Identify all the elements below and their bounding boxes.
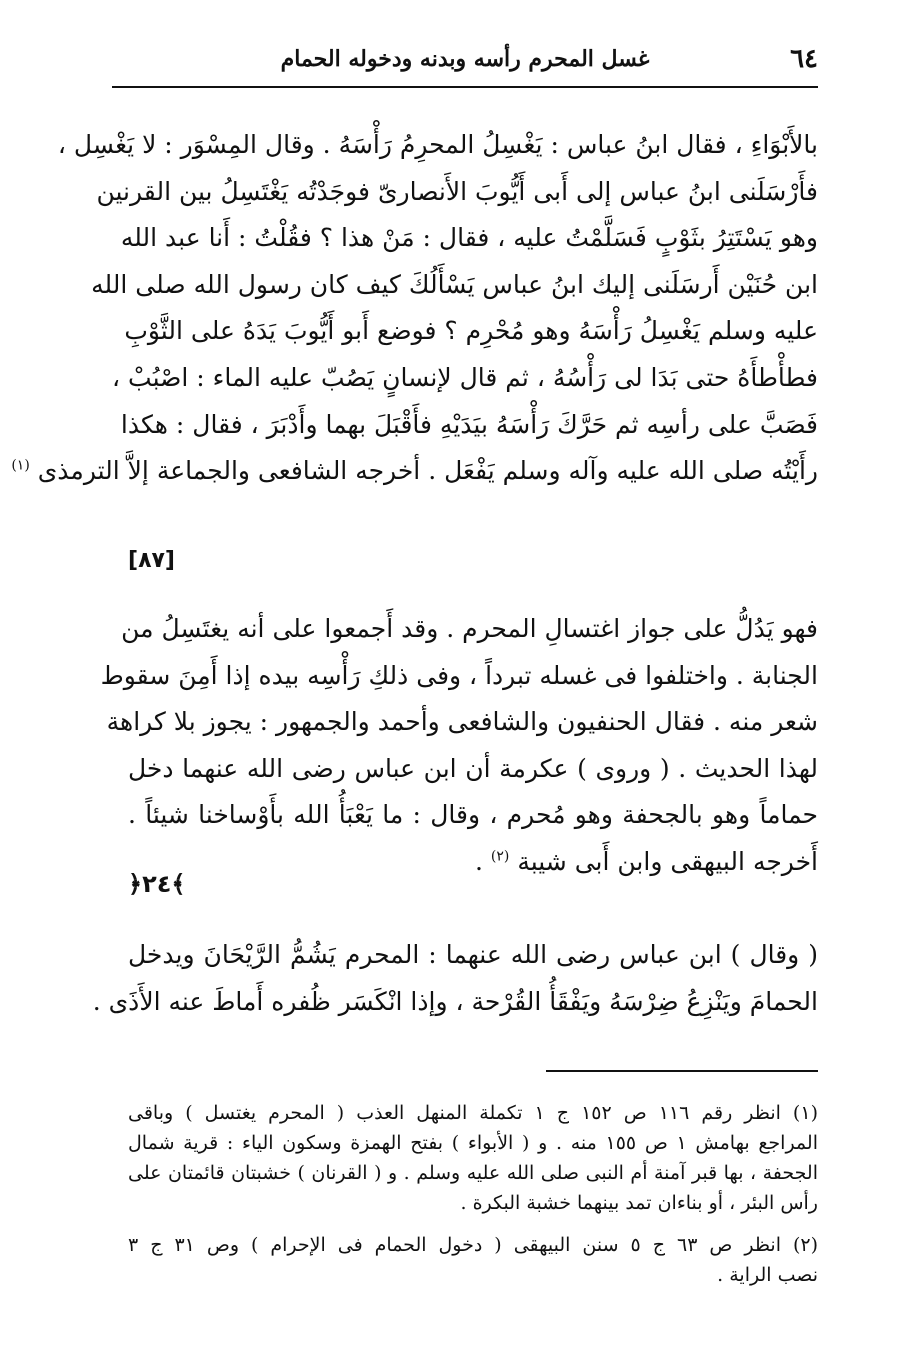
page-number: ٦٤: [790, 44, 818, 74]
page-marker-24: ﴿٢٤﴾: [128, 870, 186, 898]
footnote-line: رأس البئر ، أو بناءان تمد بينهما خشبة البكرة .: [460, 1192, 818, 1214]
paragraph-line: ابن حُنَيْن أَرسَلَنى إليك ابنُ عباس يَسْأَلُكَ كيف كان رسول الله صلى الله: [91, 269, 818, 299]
paragraph-line: شعر منه . فقال الحنفيون والشافعى وأحمد والجمهور : يجوز بلا كراهة: [106, 707, 818, 737]
paragraph-line-with-footnote: [11, 448, 818, 495]
footnote-line: (١) انظر رقم ١١٦ ص ١٥٢ ج ١ تكملة المنهل العذب ( المحرم يغتسل ) وباقى: [128, 1102, 818, 1124]
paragraph-line-with-footnote: أَخرجه البيهقى وابن أَبى شيبة $^{(٢)}$ .: [474, 846, 818, 876]
footnotes: [128, 1098, 818, 1302]
footnote-ref-1: (١): [11, 457, 30, 474]
footnote-line: المراجع بهامش ١ ص ١٥٥ منه . و ( الأبواء ) بفتح الهمزة وسكون الياء : قرية شمال: [128, 1132, 818, 1154]
page-marker-87: [٨٧]: [128, 548, 175, 573]
paragraph-line: وهو يَسْتَتِرُ بثَوْبٍ فَسَلَّمْتُ عليه ، فقال : مَنْ هذا ؟ فقُلْتُ : أَنا عبد الله: [120, 223, 818, 253]
footnote-1: [128, 1098, 818, 1218]
paragraph-line: فأَرْسَلَنى ابنُ عباس إلى أَبى أَيُّوبَ الأَنصارىّ فوجَدْتُه يَغْتَسِلُ بين القرنين: [96, 176, 818, 206]
paragraph-line: ( وقال ) ابن عباس رضى الله عنهما : المحرم يَشُمُّ الرَّيْحَانَ ويدخل: [128, 940, 818, 969]
footnote-line: الجحفة ، بها قبر آمنة أم النبى صلى الله عليه وسلم . و ( القرنان ) خشبتان قائمتان على: [128, 1162, 818, 1184]
paragraph-line: بالأَبْوَاءِ ، فقال ابنُ عباس : يَغْسِلُ المحرِمُ رَأْسَهُ . وقال المِسْوَر : لا يَغْسِل ،: [57, 130, 818, 159]
paragraph-line: فهو يَدُلُّ على جواز اغتسالِ المحرم . وقد أَجمعوا على أنه يغتَسِلُ من: [121, 614, 818, 643]
paragraph-2: [100, 606, 818, 886]
footnote-separator: [546, 1070, 818, 1072]
paragraph-1: [11, 122, 818, 495]
paragraph-line: الجنابة . واختلفوا فى غسله تبرداً ، وفى ذلكِ رَأْسِه بيده إذا أَمِنَ سقوط: [100, 660, 818, 690]
paragraph-line: فطأْطأَهُ حتى بَدَا لى رَأْسُهُ ، ثم قال لإنسانٍ يَصُبّ عليه الماء : اصْبُبْ ،: [112, 362, 818, 392]
running-title: غسل المحرم رأسه وبدنه ودخوله الحمام: [280, 46, 650, 72]
paragraph-line: الحمامَ ويَنْزِعُ ضِرْسَهُ ويَفْقَأُ القُرْحة ، وإذا انْكَسَر ظُفره أَماطَ عنه الأَذَى .: [92, 986, 818, 1016]
paragraph-line: لهذا الحديث . ( وروى ) عكرمة أن ابن عباس رضى الله عنهما دخل: [128, 753, 818, 783]
paragraph-3: [92, 932, 818, 1025]
footnote-line: نصب الراية .: [717, 1264, 818, 1286]
paragraph-line-text: رأَيْتُه صلى الله عليه وآله وسلم يَفْعَل . أخرجه الشافعى والجماعة إلاَّ الترمذى: [37, 456, 818, 486]
paragraph-line: فَصَبَّ على رأسِه ثم حَرَّكَ رَأْسَهُ بيَدَيْهِ فأَقْبَلَ بهما وأَدْبَرَ ، فقال : هكذا: [120, 409, 818, 439]
paragraph-line-text: أَخرجه البيهقى وابن أَبى شيبة: [517, 846, 818, 876]
footnote-2: [128, 1230, 818, 1290]
paragraph-line: حماماً وهو بالجحفة وهو مُحرم ، وقال : ما يَعْبَأُ الله بأَوْساخنا شيئاً .: [128, 800, 818, 830]
page-header: [112, 40, 818, 88]
paragraph-line: عليه وسلم يَغْسِلُ رَأْسَهُ وهو مُحْرِم ؟ فوضع أَبو أَيُّوبَ يَدَهُ على الثَّوْبِ: [124, 316, 818, 346]
footnote-ref-2: (٢): [490, 848, 510, 865]
footnote-line: (٢) انظر ص ٦٣ ج ٥ سنن البيهقى ( دخول الحمام فى الإحرام ) وص ٣١ ج ٣: [128, 1234, 819, 1256]
